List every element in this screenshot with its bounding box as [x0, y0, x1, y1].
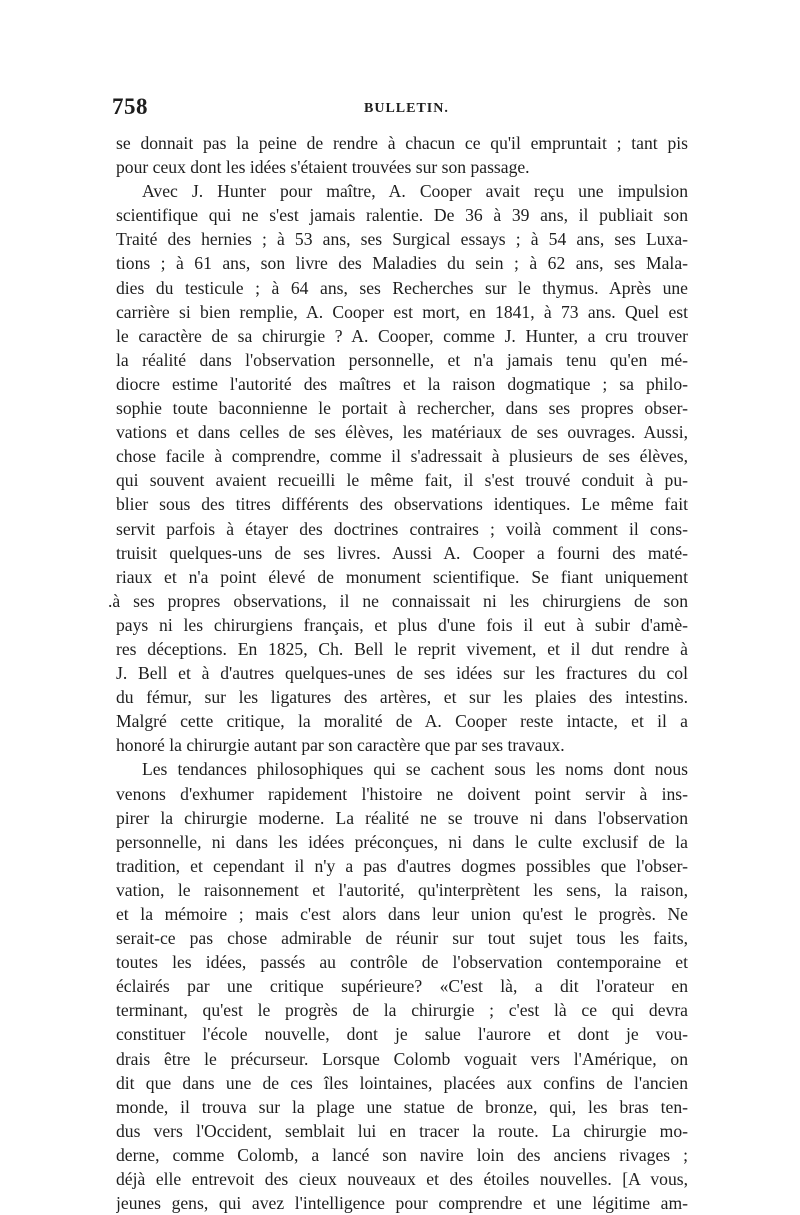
text-line: vations et dans celles de ses élèves, les matériaux de ses ouvrages. Aussi, [116, 422, 688, 443]
text-line: res déceptions. En 1825, Ch. Bell le reprit vivement, et il dut rendre à [116, 638, 688, 659]
text-line: qui souvent avaient recueilli le même fait, il s'est trouvé conduit à pu- [116, 470, 688, 491]
text-line: éclairés par une critique supérieure? «C'est là, a dit l'orateur en [116, 976, 688, 997]
text-line: déjà elle entrevoit des cieux nouveaux et des étoiles nouvelles. [A vous, [116, 1169, 688, 1190]
text-line: diocre estime l'autorité des maîtres et la raison dogmatique ; sa philo- [116, 373, 688, 394]
text-line: truisit quelques-uns de ses livres. Aussi A. Cooper a fourni des maté- [116, 542, 688, 563]
text-line: pirer la chirurgie moderne. La réalité ne se trouve ni dans l'observation [116, 807, 688, 828]
text-line: carrière si bien remplie, A. Cooper est mort, en 1841, à 73 ans. Quel est [116, 301, 688, 322]
text-line: toutes les idées, passés au contrôle de l'observation contemporaine et [116, 952, 688, 973]
text-line: scientifique qui ne s'est jamais ralentie. De 36 à 39 ans, il publiait son [116, 205, 688, 226]
text-line: dies du testicule ; à 64 ans, ses Recherches sur le thymus. Après une [116, 277, 688, 298]
text-line: drais être le précurseur. Lorsque Colomb voguait vers l'Amérique, on [116, 1048, 688, 1069]
text-line: Traité des hernies ; à 53 ans, ses Surgical essays ; à 54 ans, ses Luxa- [116, 229, 688, 250]
text-line: servit parfois à étayer des doctrines contraires ; voilà comment il cons- [116, 518, 688, 539]
text-line: J. Bell et à d'autres quelques-unes de ses idées sur les fractures du col [116, 663, 688, 684]
text-line: et la mémoire ; mais c'est alors dans leur union qu'est le progrès. Ne [116, 904, 688, 924]
page-number: 758 [112, 94, 148, 119]
text-line: vation, le raisonnement et l'autorité, qu'interprètent les sens, la raison, [116, 879, 688, 900]
text-line: Malgré cette critique, la moralité de A. Cooper reste intacte, et il a [116, 711, 688, 732]
text-line: derne, comme Colomb, a lancé son navire loin des anciens rivages ; [116, 1144, 688, 1165]
text-line: dit que dans une de ces îles lointaines, placées aux confins de l'ancien [116, 1072, 688, 1093]
page-header [112, 94, 690, 126]
text-line: dus vers l'Occident, semblait lui en tracer la route. La chirurgie mo- [116, 1120, 688, 1141]
text-line: blier sous des titres différents des observations identiques. Le même fait [116, 494, 688, 515]
text-line: pays ni les chirurgiens français, et plus d'une fois il eut à subir d'amè- [116, 614, 688, 635]
text-line: jeunes gens, qui avez l'intelligence pour comprendre et une légitime am- [116, 1193, 688, 1214]
body-text [108, 131, 688, 1215]
running-title: BULLETIN. [364, 101, 449, 116]
text-line: sophie toute baconnienne le portait à rechercher, dans ses propres obser- [116, 398, 688, 419]
text-line: chose facile à comprendre, comme il s'adressait à plusieurs de ses élèves, [116, 446, 688, 467]
text-line: pour ceux dont les idées s'étaient trouvées sur son passage. [116, 157, 530, 178]
text-line: personnelle, ni dans les idées préconçues, ni dans le culte exclusif de la [116, 831, 688, 852]
text-line: la réalité dans l'observation personnelle, et n'a jamais tenu qu'en mé- [116, 349, 688, 370]
text-line: monde, il trouva sur la plage une statue de bronze, qui, les bras ten- [116, 1096, 688, 1117]
text-line: honoré la chirurgie autant par son caractère que par ses travaux. [116, 735, 565, 756]
text-line: tions ; à 61 ans, son livre des Maladies du sein ; à 62 ans, ses Mala- [116, 253, 688, 274]
text-line: .à ses propres observations, il ne connaissait ni les chirurgiens de son [108, 590, 688, 611]
text-line: tradition, et cependant il n'y a pas d'autres dogmes possibles que l'obser- [116, 855, 688, 876]
text-line: terminant, qu'est le progrès de la chirurgie ; c'est là ce qui devra [116, 1000, 688, 1021]
text-line: se donnait pas la peine de rendre à chacun ce qu'il empruntait ; tant pis [116, 133, 688, 153]
text-line: le caractère de sa chirurgie ? A. Cooper, comme J. Hunter, a cru trouver [116, 325, 688, 346]
text-line: Avec J. Hunter pour maître, A. Cooper avait reçu une impulsion [142, 181, 688, 202]
text-line: venons d'exhumer rapidement l'histoire ne doivent point servir à ins- [116, 783, 688, 804]
text-line: du fémur, sur les ligatures des artères, et sur les plaies des intestins. [116, 687, 688, 708]
text-line: constituer l'école nouvelle, dont je salue l'aurore et dont je vou- [116, 1024, 688, 1045]
text-line: serait-ce pas chose admirable de réunir sur tout sujet tous les faits, [116, 928, 688, 949]
text-line: riaux et n'a point élevé de monument scientifique. Se fiant uniquement [116, 566, 688, 587]
text-line: Les tendances philosophiques qui se cachent sous les noms dont nous [142, 759, 688, 780]
